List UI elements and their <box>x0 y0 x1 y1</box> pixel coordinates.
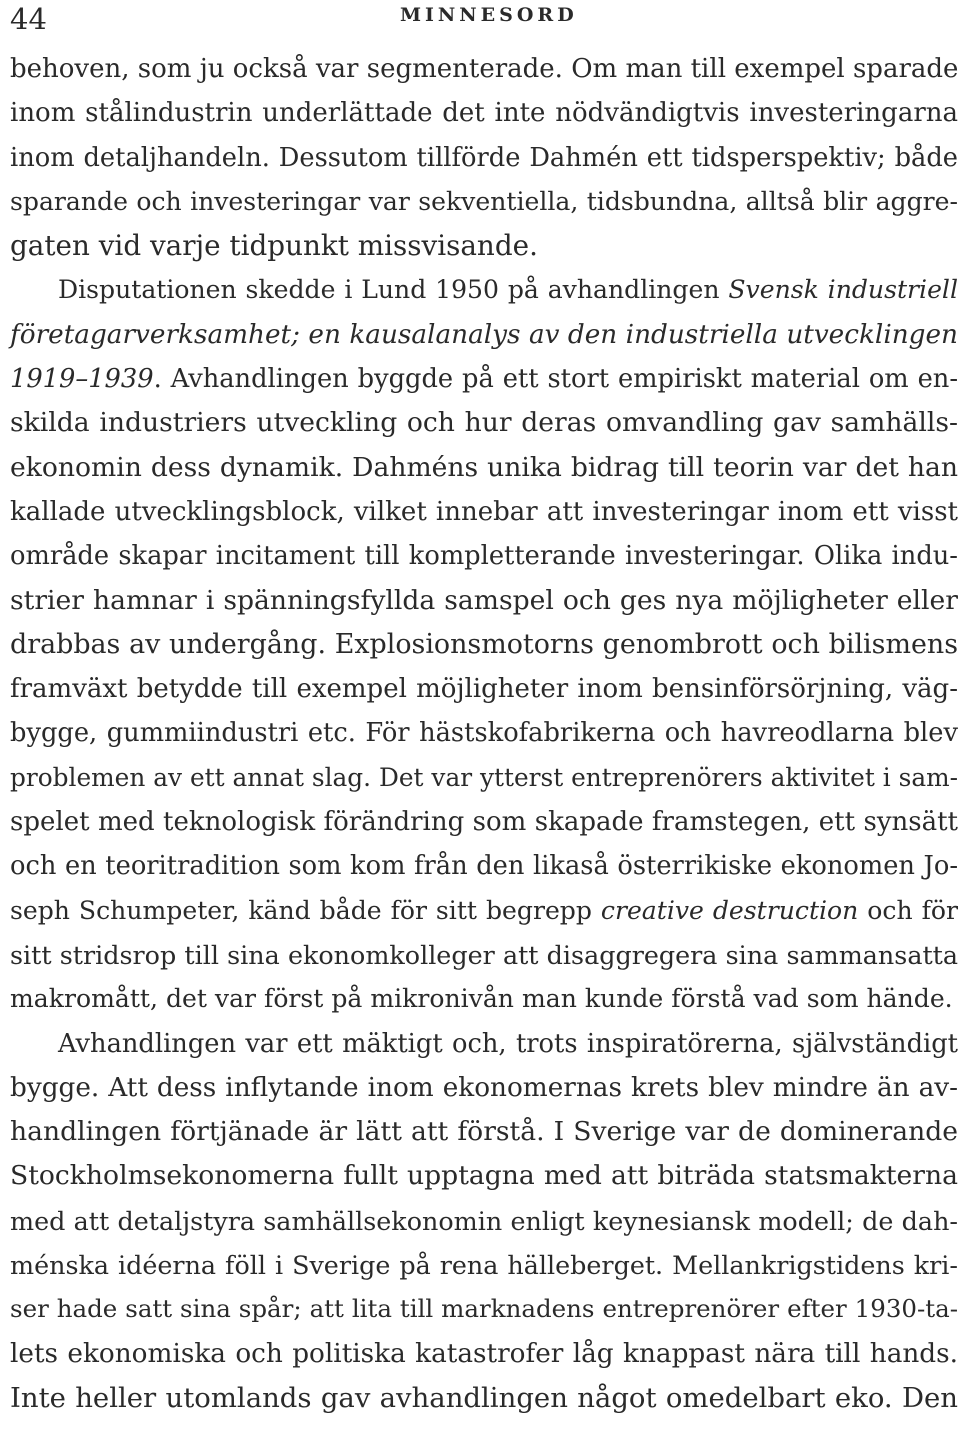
text-line <box>10 268 958 312</box>
text-line <box>10 756 958 800</box>
text-segment: handlingen förtjänade är lätt att förstå. I Sverige var de dominerande <box>10 1116 958 1148</box>
text-segment: inom stålindustrin underlättade det inte nödvändigtvis investeringarna <box>10 98 958 129</box>
text-segment: inom detaljhandeln. Dessutom tillförde Dahmén ett tidsperspektiv; både <box>10 142 958 173</box>
text-segment: sitt stridsrop till sina ekonomkolleger att disaggregera sina sammansatta <box>10 939 958 970</box>
text-segment: problemen av ett annat slag. Det var ytterst entreprenörers aktivitet i sam- <box>10 762 958 792</box>
text-segment: behoven, som ju också var segmenterade. Om man till exempel sparade <box>10 54 959 84</box>
text-line <box>10 224 958 268</box>
text-segment: drabbas av undergång. Explosionsmotorns genombrott och bilismens <box>10 628 958 660</box>
text-line <box>10 1022 958 1066</box>
text-line <box>10 889 958 933</box>
text-line <box>10 91 958 135</box>
text-line <box>10 800 958 844</box>
text-line <box>10 844 958 888</box>
body-text <box>10 47 958 1420</box>
text-segment: lets ekonomiska och politiska katastrofer låg knappast nära till hands. <box>10 1338 958 1369</box>
text-line <box>10 446 958 490</box>
text-line <box>10 401 958 445</box>
text-segment: seph Schumpeter, känd både för sitt begrepp <box>10 895 601 925</box>
text-segment: spelet med teknologisk förändring som skapade framstegen, ett synsätt <box>10 807 958 838</box>
running-head: MINNESORD <box>400 4 578 26</box>
text-line <box>10 1287 958 1331</box>
text-line <box>10 136 958 180</box>
text-segment: . Avhandlingen byggde på ett stort empiriskt material om en- <box>153 364 958 395</box>
text-segment: sparande och investeringar var sekventiella, tidsbundna, alltså blir aggre- <box>10 186 958 216</box>
text-line <box>10 180 958 224</box>
text-line <box>10 1154 958 1198</box>
text-line <box>10 1376 958 1420</box>
text-line <box>10 977 958 1021</box>
page-number: 44 <box>10 2 47 36</box>
text-segment: och en teoritradition som kom från den likaså österrikiske ekonomen Jo- <box>10 851 958 882</box>
text-segment: skilda industriers utveckling och hur deras omvandling gav samhälls- <box>10 407 958 439</box>
text-line <box>10 1332 958 1376</box>
text-segment: och för <box>858 895 958 925</box>
italic-text: Svensk industriell <box>728 275 958 305</box>
text-segment: med att detaljstyra samhällsekonomin enligt keynesiansk modell; de dah- <box>10 1205 958 1236</box>
text-line <box>10 47 958 91</box>
text-segment: gaten vid varje tidpunkt missvisande. <box>10 229 538 263</box>
text-line <box>10 357 958 401</box>
text-line <box>10 1066 958 1110</box>
text-segment: bygge. Att dess inflytande inom ekonomernas krets blev mindre än av- <box>10 1072 958 1103</box>
text-line <box>10 623 958 667</box>
text-segment: ménska idéerna föll i Sverige på rena hälleberget. Mellankrigstidens kri- <box>10 1250 958 1281</box>
text-segment: strier hamnar i spänningsfyllda samspel och ges nya möjligheter eller <box>10 584 958 616</box>
text-segment: kallade utvecklingsblock, vilket innebar att investeringar inom ett visst <box>10 496 958 527</box>
text-segment: Stockholmsekonomerna fullt upptagna med att biträda statsmakterna <box>10 1160 958 1192</box>
text-line <box>10 933 958 977</box>
text-line <box>10 490 958 534</box>
text-segment: ser hade satt sina spår; att lita till marknadens entreprenörer efter 1930-ta- <box>10 1294 958 1324</box>
italic-text: creative destruction <box>600 895 859 925</box>
text-segment: bygge, gummiindustri etc. För hästskofabrikerna och havreodlarna blev <box>10 718 958 749</box>
text-segment: Inte heller utomlands gav avhandlingen något omedelbart eko. Den <box>10 1381 958 1414</box>
text-segment: Disputationen skedde i Lund 1950 på avhandlingen <box>58 275 729 305</box>
text-segment: område skapar incitament till kompletterande investeringar. Olika indu- <box>10 541 958 572</box>
text-line <box>10 667 958 711</box>
italic-text: 1919–1939 <box>10 364 154 395</box>
italic-text: företagarverksamhet; en kausalanalys av den industriella utvecklingen <box>10 319 958 350</box>
text-line <box>10 313 958 357</box>
text-line <box>10 1243 958 1287</box>
text-line <box>10 1199 958 1243</box>
text-segment: framväxt betydde till exempel möjligheter inom bensinförsörjning, väg- <box>10 674 958 705</box>
text-segment: ekonomin dess dynamik. Dahméns unika bidrag till teorin var det han <box>10 451 958 483</box>
text-line <box>10 534 958 578</box>
text-segment: Avhandlingen var ett mäktigt och, trots inspiratörerna, självständigt <box>58 1028 958 1059</box>
text-line <box>10 579 958 623</box>
text-segment: makromått, det var först på mikronivån man kunde förstå vad som hände. <box>10 984 953 1014</box>
text-line <box>10 711 958 755</box>
text-line <box>10 1110 958 1154</box>
